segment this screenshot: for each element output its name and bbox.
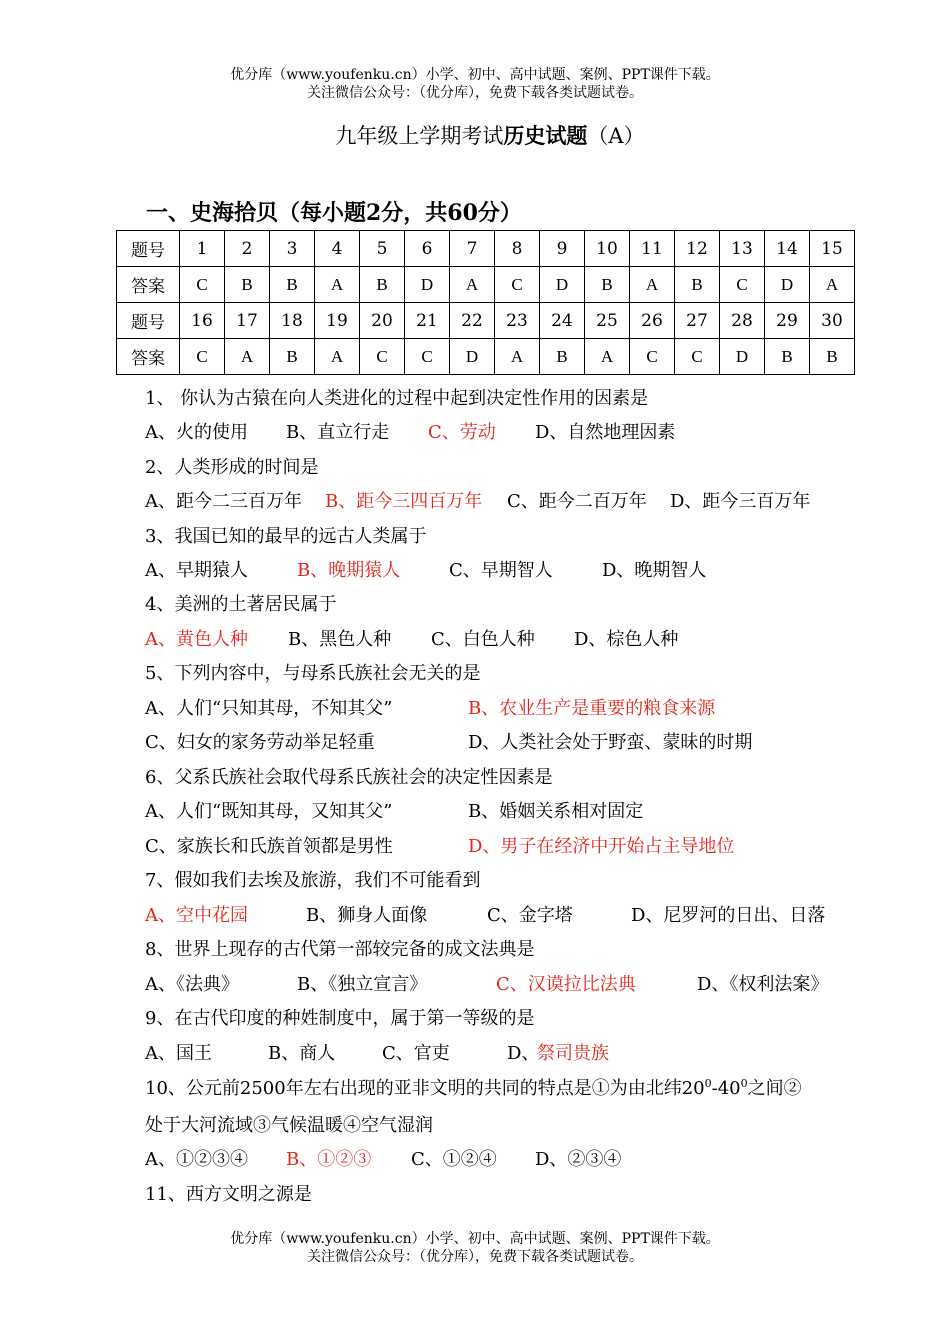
answer-cell: D <box>540 267 585 303</box>
question-7: 7、假如我们去埃及旅游，我们不可能看到 <box>145 870 481 891</box>
option-correct: C、汉谟拉比法典 <box>496 974 636 995</box>
answer-cell: C <box>360 339 405 375</box>
question-3: 3、我国已知的最早的远古人类属于 <box>145 526 427 547</box>
answer-cell: C <box>180 339 225 375</box>
answer-cell: B <box>225 267 270 303</box>
answer-cell: C <box>720 267 765 303</box>
number-cell: 25 <box>585 303 630 339</box>
number-cell: 16 <box>180 303 225 339</box>
option: C、白色人种 <box>431 629 535 650</box>
question-6: 6、父系氏族社会取代母系氏族社会的决定性因素是 <box>145 767 553 788</box>
answer-cell: D <box>450 339 495 375</box>
answer-cell: C <box>405 339 450 375</box>
option: A、早期猿人 <box>145 560 248 581</box>
answer-cell: B <box>360 267 405 303</box>
table-header-cell: 答案 <box>117 267 180 303</box>
answer-cell: B <box>270 339 315 375</box>
title-bold: 历史试题 <box>503 123 588 148</box>
answer-cell: B <box>270 267 315 303</box>
question-10-line-1 <box>145 1074 802 1100</box>
option: D、棕色人种 <box>574 629 679 650</box>
question-11: 11、西方文明之源是 <box>145 1184 312 1205</box>
question-2: 2、人类形成的时间是 <box>145 457 319 478</box>
q10-text-c: 之间② <box>747 1078 802 1099</box>
option: A、人们“只知其母，不知其父” <box>145 698 393 719</box>
number-cell: 19 <box>315 303 360 339</box>
answer-cell: B <box>810 339 855 375</box>
answer-cell: B <box>585 267 630 303</box>
answer-cell: A <box>315 339 360 375</box>
question-5: 5、下列内容中，与母系氏族社会无关的是 <box>145 663 481 684</box>
answer-cell: B <box>765 339 810 375</box>
number-cell: 28 <box>720 303 765 339</box>
page-header <box>0 66 950 102</box>
answer-cell: A <box>585 339 630 375</box>
option: B、狮身人面像 <box>306 905 428 926</box>
table-row-answers-2 <box>117 339 855 375</box>
table-row-numbers-1 <box>117 231 855 267</box>
title-prefix: 九年级上学期考试 <box>335 124 504 148</box>
number-cell: 2 <box>225 231 270 267</box>
answer-cell: C <box>180 267 225 303</box>
q10-superscript: 0 <box>740 1077 748 1090</box>
number-cell: 8 <box>495 231 540 267</box>
number-cell: 3 <box>270 231 315 267</box>
option: A、《法典》 <box>145 974 239 995</box>
option: B、婚姻关系相对固定 <box>468 801 644 822</box>
number-cell: 22 <box>450 303 495 339</box>
page-footer <box>0 1230 950 1266</box>
option: C、官吏 <box>382 1043 450 1064</box>
number-cell: 20 <box>360 303 405 339</box>
answer-cell: C <box>675 339 720 375</box>
option: A、人们“既知其母，又知其父” <box>145 801 393 822</box>
option-correct: C、劳动 <box>428 422 496 443</box>
answer-cell: C <box>495 267 540 303</box>
answer-cell: B <box>675 267 720 303</box>
number-cell: 4 <box>315 231 360 267</box>
q10-superscript: 0 <box>704 1077 712 1090</box>
table-header-cell: 答案 <box>117 339 180 375</box>
answer-table <box>116 230 855 375</box>
answer-cell: A <box>630 267 675 303</box>
number-cell: 15 <box>810 231 855 267</box>
title-suffix: （A） <box>587 124 645 148</box>
number-cell: 5 <box>360 231 405 267</box>
number-cell: 6 <box>405 231 450 267</box>
answer-cell: D <box>765 267 810 303</box>
option-correct: B、晚期猿人 <box>297 560 401 581</box>
option: D、距今三百万年 <box>670 491 811 512</box>
option-correct: B、农业生产是重要的粮食来源 <box>468 698 716 719</box>
section-heading: 一、史海拾贝（每小题2分，共60分） <box>146 200 522 226</box>
option-correct: A、空中花园 <box>145 905 248 926</box>
number-cell: 11 <box>630 231 675 267</box>
number-cell: 24 <box>540 303 585 339</box>
footer-line-1: 优分库（www.youfenku.cn）小学、初中、高中试题、案例、PPT课件下载。 <box>230 1231 720 1247</box>
answer-cell: A <box>225 339 270 375</box>
answer-cell: D <box>405 267 450 303</box>
number-cell: 27 <box>675 303 720 339</box>
table-row-answers-1 <box>117 267 855 303</box>
question-4: 4、美洲的土著居民属于 <box>145 594 337 615</box>
option: C、早期智人 <box>449 560 553 581</box>
page-title <box>0 120 950 150</box>
question-10-line-2: 处于大河流域③气候温暖④空气湿润 <box>145 1115 433 1136</box>
number-cell: 26 <box>630 303 675 339</box>
header-line-2: 关注微信公众号：（优分库），免费下载各类试题试卷。 <box>307 85 643 101</box>
option: C、距今二百万年 <box>507 491 647 512</box>
number-cell: 21 <box>405 303 450 339</box>
number-cell: 23 <box>495 303 540 339</box>
option-correct: B、①②③ <box>286 1149 372 1170</box>
number-cell: 17 <box>225 303 270 339</box>
option: D、②③④ <box>535 1149 622 1170</box>
table-header-cell: 题号 <box>117 303 180 339</box>
number-cell: 9 <box>540 231 585 267</box>
footer-line-2: 关注微信公众号：（优分库），免费下载各类试题试卷。 <box>307 1249 643 1265</box>
number-cell: 14 <box>765 231 810 267</box>
table-header-cell: 题号 <box>117 231 180 267</box>
option: D、尼罗河的日出、日落 <box>631 905 826 926</box>
option: B、黑色人种 <box>288 629 392 650</box>
option: C、金字塔 <box>487 905 573 926</box>
number-cell: 13 <box>720 231 765 267</box>
option: D、晚期智人 <box>602 560 707 581</box>
option: C、家族长和氏族首领都是男性 <box>145 836 393 857</box>
option: D、《权利法案》 <box>697 974 829 995</box>
number-cell: 10 <box>585 231 630 267</box>
answer-cell: D <box>720 339 765 375</box>
option: C、妇女的家务劳动举足轻重 <box>145 732 375 753</box>
option: A、国王 <box>145 1043 212 1064</box>
option: D、人类社会处于野蛮、蒙昧的时期 <box>468 732 753 753</box>
option-correct: B、距今三四百万年 <box>325 491 483 512</box>
q10-text-b: -40 <box>711 1078 741 1099</box>
option-correct: A、黄色人种 <box>145 629 248 650</box>
option-prefix: D、 <box>507 1043 540 1064</box>
option: A、火的使用 <box>145 422 248 443</box>
number-cell: 12 <box>675 231 720 267</box>
number-cell: 18 <box>270 303 315 339</box>
answer-cell: A <box>450 267 495 303</box>
option: B、商人 <box>268 1043 336 1064</box>
option: B、直立行走 <box>286 422 390 443</box>
answer-cell: C <box>630 339 675 375</box>
number-cell: 29 <box>765 303 810 339</box>
answer-cell: B <box>540 339 585 375</box>
question-8: 8、世界上现存的古代第一部较完备的成文法典是 <box>145 939 535 960</box>
header-line-1: 优分库（www.youfenku.cn）小学、初中、高中试题、案例、PPT课件下载。 <box>230 67 720 83</box>
answer-cell: A <box>810 267 855 303</box>
number-cell: 30 <box>810 303 855 339</box>
option-correct: 祭司贵族 <box>537 1043 609 1064</box>
option: A、①②③④ <box>145 1149 248 1170</box>
question-9: 9、在古代印度的种姓制度中，属于第一等级的是 <box>145 1008 535 1029</box>
option: B、《独立宣言》 <box>297 974 428 995</box>
option: C、①②④ <box>411 1149 497 1170</box>
q10-text-a: 10、公元前2500年左右出现的亚非文明的共同的特点是①为由北纬20 <box>145 1078 705 1099</box>
option: D、自然地理因素 <box>535 422 676 443</box>
table-row-numbers-2 <box>117 303 855 339</box>
option: A、距今二三百万年 <box>145 491 302 512</box>
number-cell: 1 <box>180 231 225 267</box>
option-correct: D、男子在经济中开始占主导地位 <box>468 836 735 857</box>
question-1: 1、 你认为古猿在向人类进化的过程中起到决定性作用的因素是 <box>145 388 649 409</box>
answer-cell: A <box>315 267 360 303</box>
answer-cell: A <box>495 339 540 375</box>
number-cell: 7 <box>450 231 495 267</box>
